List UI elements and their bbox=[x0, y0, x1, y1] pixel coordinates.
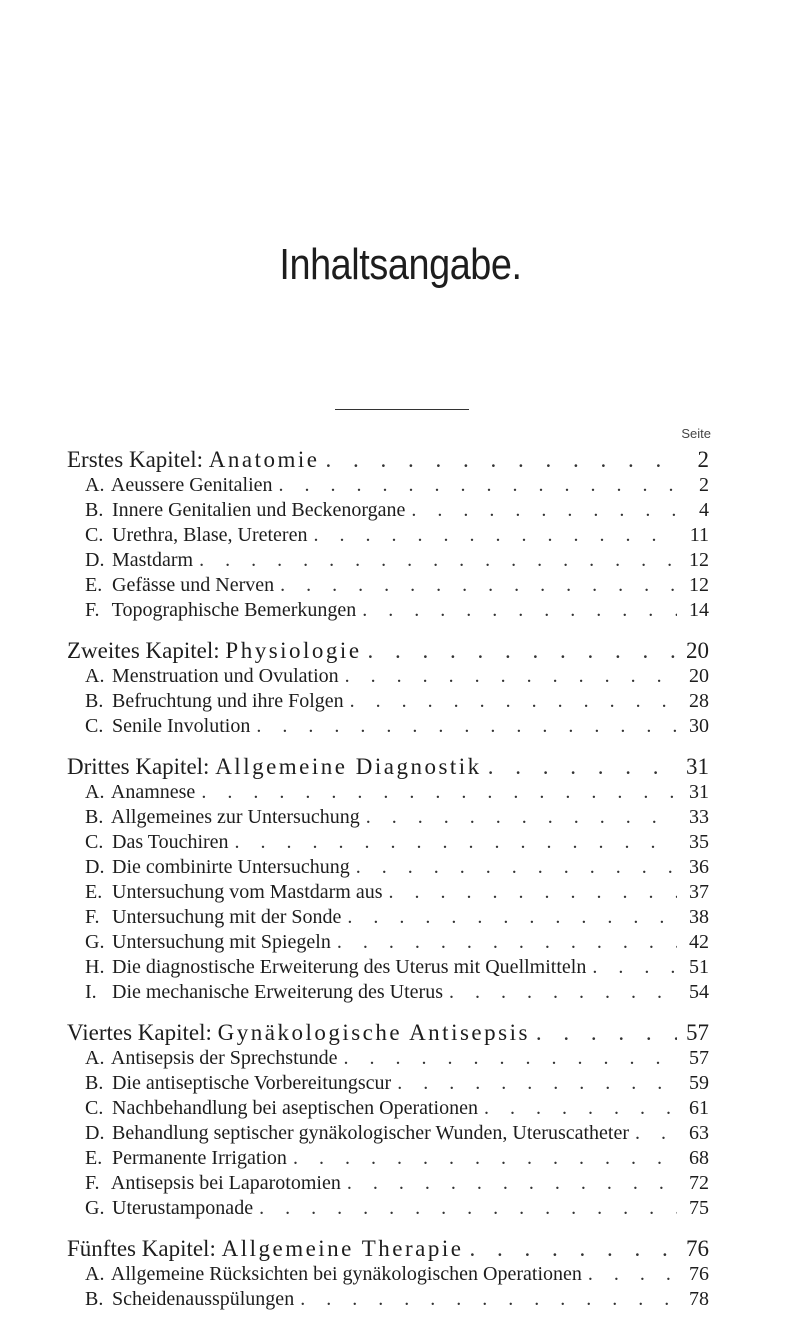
entry-text: Innere Genitalien und Beckenorgane bbox=[107, 499, 406, 521]
entry-label bbox=[85, 689, 344, 714]
toc-entry bbox=[0, 498, 709, 523]
page-number: 20 bbox=[689, 665, 709, 687]
entry-label bbox=[85, 805, 360, 830]
chapter-block bbox=[0, 446, 801, 623]
page-number: 20 bbox=[686, 638, 709, 663]
toc-entry bbox=[0, 664, 709, 689]
chapter-label bbox=[67, 446, 320, 473]
toc-entry bbox=[0, 805, 709, 830]
entry-text: Die antiseptische Vorbereitungscur bbox=[107, 1072, 392, 1094]
entry-label bbox=[85, 980, 443, 1005]
entry-letter: G. bbox=[85, 931, 105, 953]
chapter-heading bbox=[0, 1019, 709, 1046]
toc-entry bbox=[0, 598, 709, 623]
dot-leader bbox=[356, 855, 677, 880]
chapter-heading bbox=[0, 753, 709, 780]
chapter-name: Physiologie bbox=[225, 638, 362, 663]
entry-text: Untersuchung mit der Sonde bbox=[107, 906, 342, 928]
page-number: 63 bbox=[689, 1122, 709, 1144]
page-number: 72 bbox=[689, 1172, 709, 1194]
page-title: Inhaltsangabe. bbox=[279, 240, 522, 289]
entry-text: Anamnese bbox=[107, 781, 196, 803]
chapter-label bbox=[67, 1235, 463, 1262]
page-number: 78 bbox=[689, 1288, 709, 1310]
entry-letter: A. bbox=[85, 1263, 105, 1285]
page-number: 36 bbox=[689, 856, 709, 878]
entry-letter: E. bbox=[85, 574, 103, 596]
page-number: 12 bbox=[689, 574, 709, 596]
entry-letter: C. bbox=[85, 831, 104, 853]
entry-text: Scheidenausspülungen bbox=[107, 1288, 295, 1310]
chapter-block bbox=[0, 1235, 801, 1312]
toc-entry bbox=[0, 1096, 709, 1121]
page-number: 54 bbox=[689, 981, 709, 1003]
entry-text: Permanente Irrigation bbox=[107, 1147, 287, 1169]
table-of-contents bbox=[0, 446, 801, 1326]
chapter-label bbox=[67, 1019, 530, 1046]
entry-label bbox=[85, 1046, 338, 1071]
page-number: 37 bbox=[689, 881, 709, 903]
entry-letter: C. bbox=[85, 715, 104, 737]
entry-letter: B. bbox=[85, 1288, 104, 1310]
page-number: 31 bbox=[686, 754, 709, 779]
entry-letter: A. bbox=[85, 1047, 105, 1069]
dot-leader bbox=[484, 1096, 677, 1121]
entry-label bbox=[85, 1262, 582, 1287]
entry-letter: D. bbox=[85, 1122, 105, 1144]
entry-letter: F. bbox=[85, 906, 100, 928]
entry-label bbox=[85, 955, 586, 980]
page-number: 30 bbox=[689, 715, 709, 737]
dot-leader bbox=[279, 473, 678, 498]
entry-letter: I. bbox=[85, 981, 97, 1003]
dot-leader bbox=[411, 498, 677, 523]
entry-label bbox=[85, 855, 350, 880]
entry-label bbox=[85, 1287, 294, 1312]
dot-leader bbox=[201, 780, 677, 805]
entry-letter: F. bbox=[85, 1172, 100, 1194]
toc-entry bbox=[0, 1121, 709, 1146]
chapter-prefix: Zweites Kapitel: bbox=[67, 638, 226, 663]
dot-leader bbox=[337, 930, 677, 955]
chapter-name: Allgemeine Diagnostik bbox=[215, 754, 482, 779]
entry-label bbox=[85, 1146, 287, 1171]
chapter-heading bbox=[0, 446, 709, 473]
page-number: 51 bbox=[689, 956, 709, 978]
entry-letter: F. bbox=[85, 599, 100, 621]
dot-leader bbox=[235, 830, 677, 855]
dot-leader bbox=[259, 1196, 677, 1221]
page-column-label: Seite bbox=[681, 426, 711, 441]
dot-leader bbox=[449, 980, 677, 1005]
toc-entry bbox=[0, 1046, 709, 1071]
toc-entry bbox=[0, 548, 709, 573]
chapter-block bbox=[0, 753, 801, 1005]
page-number: 57 bbox=[689, 1047, 709, 1069]
entry-text: Die diagnostische Erweiterung des Uterus mit Quellmitteln bbox=[107, 956, 587, 978]
dot-leader bbox=[199, 548, 677, 573]
dot-leader bbox=[389, 880, 677, 905]
toc-entry bbox=[0, 1262, 709, 1287]
page-number: 76 bbox=[686, 1236, 709, 1261]
toc-entry bbox=[0, 930, 709, 955]
entry-label bbox=[85, 573, 274, 598]
entry-letter: D. bbox=[85, 549, 105, 571]
dot-leader bbox=[345, 664, 677, 689]
entry-text: Topographische Bemerkungen bbox=[107, 599, 357, 621]
entry-text: Das Touchiren bbox=[107, 831, 229, 853]
entry-text: Gefässe und Nerven bbox=[107, 574, 275, 596]
toc-entry bbox=[0, 714, 709, 739]
entry-letter: B. bbox=[85, 499, 104, 521]
entry-label bbox=[85, 1171, 341, 1196]
page-number: 4 bbox=[699, 499, 709, 521]
entry-letter: B. bbox=[85, 1072, 104, 1094]
dot-leader bbox=[588, 1262, 677, 1287]
dot-leader bbox=[350, 689, 677, 714]
page-number: 33 bbox=[689, 806, 709, 828]
page-number: 57 bbox=[686, 1020, 709, 1045]
entry-label bbox=[85, 930, 331, 955]
dot-leader bbox=[592, 955, 677, 980]
entry-label bbox=[85, 780, 195, 805]
chapter-block bbox=[0, 637, 801, 739]
entry-text: Nachbehandlung bei aseptischen Operationen bbox=[107, 1097, 478, 1119]
dot-leader bbox=[635, 1121, 677, 1146]
entry-text: Aeussere Genitalien bbox=[107, 474, 273, 496]
page-number: 42 bbox=[689, 931, 709, 953]
chapter-prefix: Viertes Kapitel: bbox=[67, 1020, 218, 1045]
entry-label bbox=[85, 664, 339, 689]
toc-entry bbox=[0, 1196, 709, 1221]
dot-leader bbox=[313, 523, 677, 548]
dot-leader bbox=[368, 637, 677, 664]
toc-entry bbox=[0, 780, 709, 805]
entry-text: Antisepsis bei Laparotomien bbox=[107, 1172, 341, 1194]
entry-text: Behandlung septischer gynäkologischer Wunden, Uteruscatheter bbox=[107, 1122, 630, 1144]
entry-letter: A. bbox=[85, 474, 105, 496]
entry-text: Allgemeines zur Untersuchung bbox=[107, 806, 360, 828]
chapter-block bbox=[0, 1019, 801, 1221]
entry-text: Untersuchung vom Mastdarm aus bbox=[107, 881, 383, 903]
entry-text: Die mechanische Erweiterung des Uterus bbox=[107, 981, 443, 1003]
toc-entry bbox=[0, 905, 709, 930]
page-number: 28 bbox=[689, 690, 709, 712]
page-number: 61 bbox=[689, 1097, 709, 1119]
entry-letter: C. bbox=[85, 1097, 104, 1119]
page-number: 2 bbox=[699, 474, 709, 496]
page-number: 12 bbox=[689, 549, 709, 571]
chapter-prefix: Drittes Kapitel: bbox=[67, 754, 216, 779]
toc-entry bbox=[0, 473, 709, 498]
page-number: 14 bbox=[689, 599, 709, 621]
title-divider bbox=[335, 409, 469, 410]
dot-leader bbox=[300, 1287, 677, 1312]
entry-letter: B. bbox=[85, 690, 104, 712]
toc-entry bbox=[0, 855, 709, 880]
entry-letter: B. bbox=[85, 806, 104, 828]
dot-leader bbox=[293, 1146, 677, 1171]
page-number: 2 bbox=[697, 447, 709, 472]
toc-entry bbox=[0, 830, 709, 855]
page-number: 76 bbox=[689, 1263, 709, 1285]
entry-label bbox=[85, 498, 405, 523]
entry-letter: C. bbox=[85, 524, 104, 546]
toc-entry bbox=[0, 1171, 709, 1196]
page-number: 11 bbox=[689, 524, 709, 546]
page-number: 38 bbox=[689, 906, 709, 928]
entry-text: Urethra, Blase, Ureteren bbox=[107, 524, 308, 546]
entry-label bbox=[85, 905, 341, 930]
toc-entry bbox=[0, 1287, 709, 1312]
page-number: 35 bbox=[689, 831, 709, 853]
chapter-heading bbox=[0, 1235, 709, 1262]
dot-leader bbox=[326, 446, 678, 473]
chapter-name: Gynäkologische Antisepsis bbox=[217, 1020, 530, 1045]
entry-label bbox=[85, 714, 250, 739]
toc-entry bbox=[0, 689, 709, 714]
dot-leader bbox=[536, 1019, 677, 1046]
chapter-label bbox=[67, 637, 362, 664]
entry-label bbox=[85, 1196, 253, 1221]
entry-text: Senile Involution bbox=[107, 715, 251, 737]
entry-label bbox=[85, 1071, 391, 1096]
entry-label bbox=[85, 830, 229, 855]
entry-label bbox=[85, 1096, 478, 1121]
page-number: 59 bbox=[689, 1072, 709, 1094]
toc-entry bbox=[0, 523, 709, 548]
entry-label bbox=[85, 548, 193, 573]
chapter-label bbox=[67, 753, 482, 780]
entry-letter: G. bbox=[85, 1197, 105, 1219]
entry-text: Allgemeine Rücksichten bei gynäkologischen Operationen bbox=[107, 1263, 582, 1285]
dot-leader bbox=[344, 1046, 677, 1071]
toc-entry bbox=[0, 980, 709, 1005]
dot-leader bbox=[488, 753, 677, 780]
entry-letter: A. bbox=[85, 781, 105, 803]
toc-entry bbox=[0, 573, 709, 598]
page-number: 75 bbox=[689, 1197, 709, 1219]
entry-label bbox=[85, 523, 307, 548]
chapter-heading bbox=[0, 637, 709, 664]
entry-letter: E. bbox=[85, 881, 103, 903]
dot-leader bbox=[397, 1071, 677, 1096]
entry-text: Befruchtung und ihre Folgen bbox=[107, 690, 344, 712]
entry-label bbox=[85, 1121, 629, 1146]
chapter-prefix: Erstes Kapitel: bbox=[67, 447, 209, 472]
dot-leader bbox=[366, 805, 677, 830]
page-number: 68 bbox=[689, 1147, 709, 1169]
entry-text: Antisepsis der Sprechstunde bbox=[107, 1047, 338, 1069]
entry-text: Die combinirte Untersuchung bbox=[107, 856, 350, 878]
dot-leader bbox=[347, 1171, 677, 1196]
toc-entry bbox=[0, 1146, 709, 1171]
dot-leader bbox=[362, 598, 677, 623]
entry-label bbox=[85, 473, 273, 498]
toc-entry bbox=[0, 1071, 709, 1096]
entry-text: Untersuchung mit Spiegeln bbox=[107, 931, 331, 953]
chapter-name: Anatomie bbox=[208, 447, 320, 472]
entry-label bbox=[85, 598, 356, 623]
page-number: 31 bbox=[689, 781, 709, 803]
entry-letter: D. bbox=[85, 856, 105, 878]
entry-text: Mastdarm bbox=[107, 549, 194, 571]
entry-letter: E. bbox=[85, 1147, 103, 1169]
dot-leader bbox=[280, 573, 677, 598]
entry-letter: H. bbox=[85, 956, 105, 978]
dot-leader bbox=[469, 1235, 677, 1262]
entry-label bbox=[85, 880, 383, 905]
entry-letter: A. bbox=[85, 665, 105, 687]
toc-entry bbox=[0, 880, 709, 905]
entry-text: Menstruation und Ovulation bbox=[107, 665, 339, 687]
chapter-name: Allgemeine Therapie bbox=[221, 1236, 464, 1261]
dot-leader bbox=[256, 714, 677, 739]
entry-text: Uterustamponade bbox=[107, 1197, 254, 1219]
chapter-prefix: Fünftes Kapitel: bbox=[67, 1236, 222, 1261]
toc-entry bbox=[0, 955, 709, 980]
dot-leader bbox=[347, 905, 677, 930]
